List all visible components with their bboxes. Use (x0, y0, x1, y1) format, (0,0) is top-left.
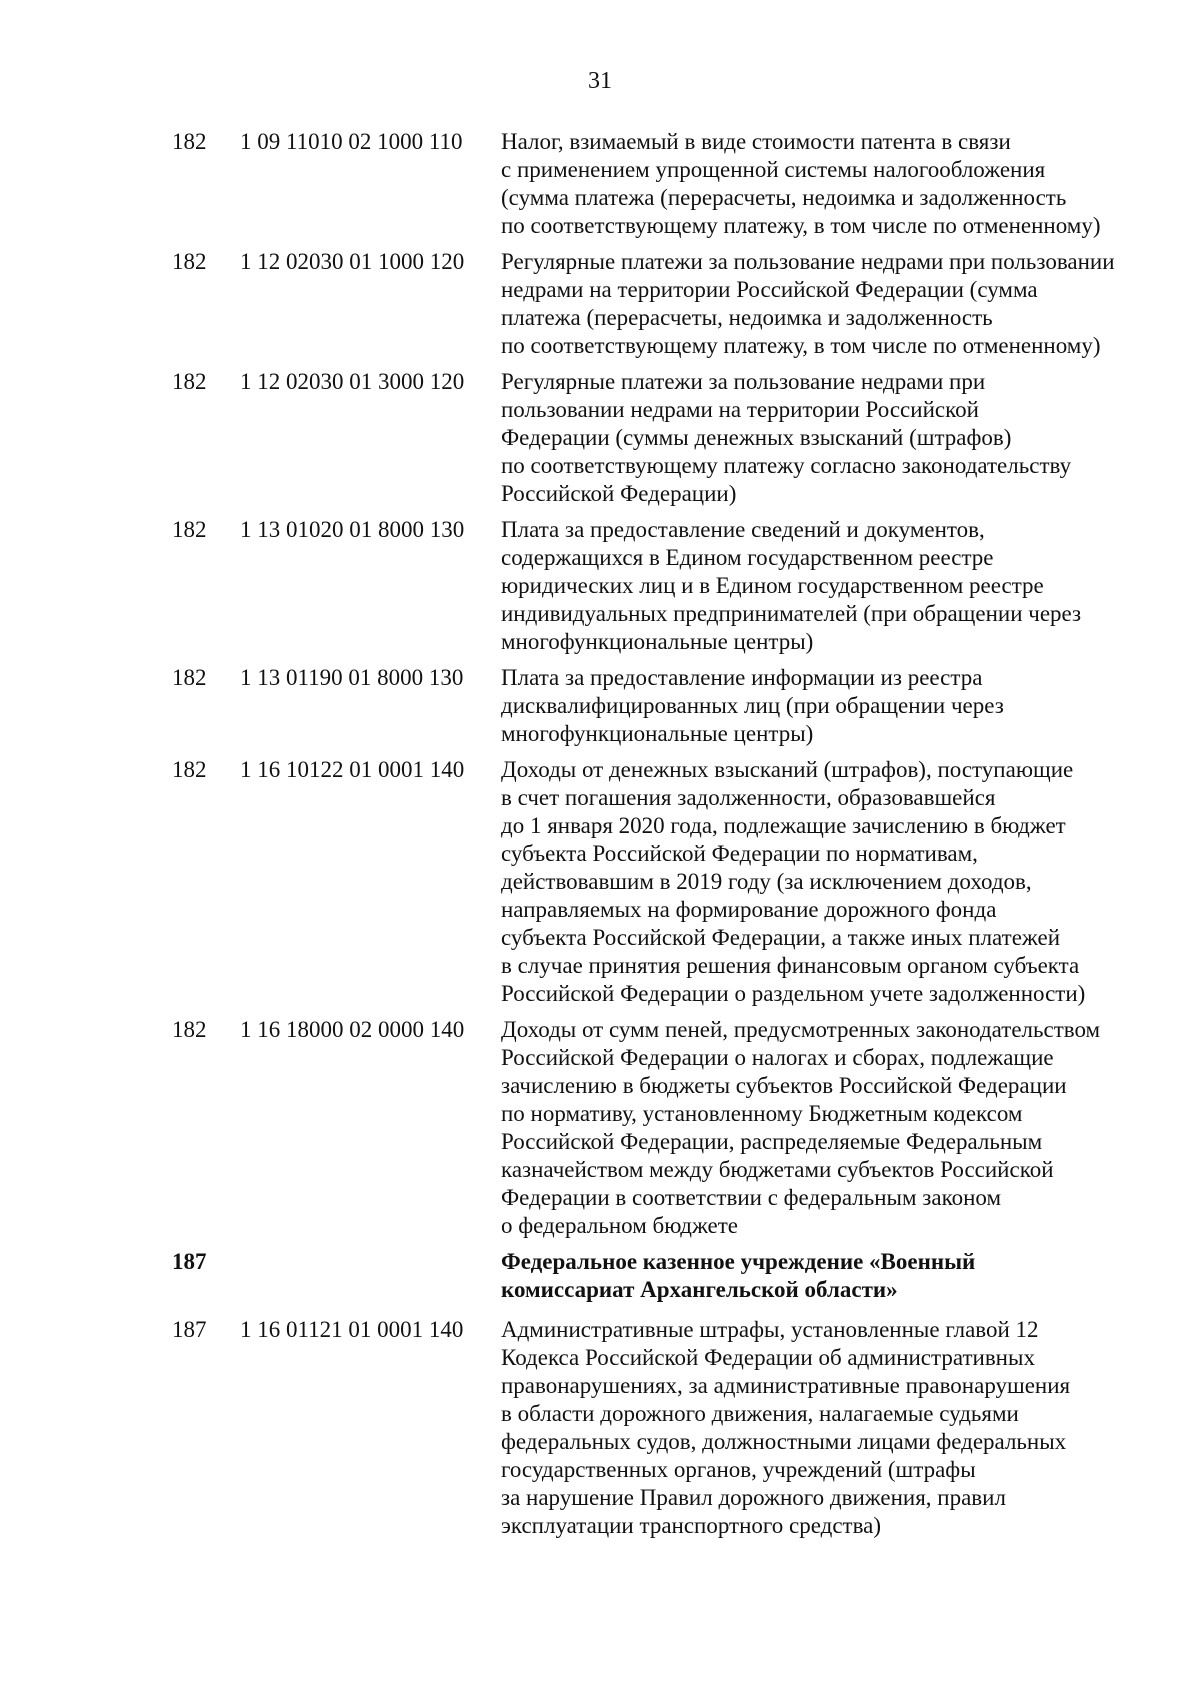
description-line: платежа (перерасчеты, недоимка и задолженность (501, 305, 993, 330)
description-line: содержащихся в Едином государственном реестре (501, 545, 994, 570)
description (501, 756, 1171, 1008)
description (501, 1316, 1171, 1540)
table-header-row (0, 1248, 1200, 1304)
admin-code: 187 (172, 1317, 207, 1342)
description (501, 128, 1171, 240)
table-row (0, 756, 1200, 1008)
table-row (0, 1016, 1200, 1240)
description-line: с применением упрощенной системы налогообложения (501, 157, 1046, 182)
description-line: многофункциональные центры) (501, 629, 814, 654)
table-row (0, 1316, 1200, 1540)
description-line: по соответствующему платежу, в том числе по отмененному) (501, 213, 1101, 238)
admin-code: 182 (172, 369, 207, 394)
description (501, 1248, 1171, 1304)
description-line: Российской Федерации, распределяемые Федеральным (501, 1129, 1043, 1154)
description-line: Федерации (суммы денежных взысканий (штрафов) (501, 425, 1012, 450)
description-line: федеральных судов, должностными лицами федеральных (501, 1429, 1067, 1454)
description-line: в счет погашения задолженности, образовавшейся (501, 785, 996, 810)
description-line: по соответствующему платежу согласно законодательству (501, 453, 1072, 478)
page-number: 31 (588, 68, 612, 94)
description (501, 516, 1171, 656)
description-line: Регулярные платежи за пользование недрами при (501, 369, 986, 394)
description-line: Доходы от сумм пеней, предусмотренных законодательством (501, 1017, 1101, 1042)
classification-code: 1 13 01190 01 8000 130 (240, 665, 464, 690)
description (501, 248, 1171, 360)
table-row (0, 368, 1200, 508)
description-line: Регулярные платежи за пользование недрами при пользовании (501, 249, 1115, 274)
classification-code: 1 13 01020 01 8000 130 (240, 517, 465, 542)
description (501, 1016, 1171, 1240)
classification-code: 1 16 18000 02 0000 140 (240, 1017, 465, 1042)
description-line: пользовании недрами на территории Российской (501, 397, 979, 422)
description-line: Налог, взимаемый в виде стоимости патента в связи (501, 129, 1011, 154)
description-line: правонарушениях, за административные правонарушения (501, 1373, 1071, 1398)
description-line: за нарушение Правил дорожного движения, правил (501, 1485, 1006, 1510)
description-line: многофункциональные центры) (501, 721, 814, 746)
description-line: дисквалифицированных лиц (при обращении через (501, 693, 1004, 718)
table-row (0, 248, 1200, 360)
description-line: зачислению в бюджеты субъектов Российской Федерации (501, 1073, 1067, 1098)
table-row (0, 664, 1200, 748)
table-row (0, 516, 1200, 656)
admin-code: 182 (172, 249, 207, 274)
description-line: юридических лиц и в Едином государственном реестре (501, 573, 1044, 598)
admin-code: 187 (172, 1249, 207, 1274)
description-line: Федеральное казенное учреждение «Военный (501, 1249, 976, 1274)
description-line: Российской Федерации) (501, 481, 737, 506)
description-line: о федеральном бюджете (501, 1213, 738, 1238)
description-line: эксплуатации транспортного средства) (501, 1513, 882, 1538)
classification-code: 1 12 02030 01 3000 120 (240, 369, 465, 394)
classification-code: 1 16 01121 01 0001 140 (240, 1317, 464, 1342)
admin-code: 182 (172, 517, 207, 542)
description-line: Административные штрафы, установленные главой 12 (501, 1317, 1039, 1342)
admin-code: 182 (172, 129, 207, 154)
description-line: субъекта Российской Федерации, а также иных платежей (501, 925, 1061, 950)
description-line: государственных органов, учреждений (штрафы (501, 1457, 976, 1482)
description-line: Плата за предоставление сведений и документов, (501, 517, 985, 542)
description-line: направляемых на формирование дорожного фонда (501, 897, 997, 922)
admin-code: 182 (172, 665, 207, 690)
description-line: комиссариат Архангельской области» (501, 1277, 898, 1302)
description-line: недрами на территории Российской Федерации (сумма (501, 277, 1038, 302)
description-line: Федерации в соответствии с федеральным законом (501, 1185, 1002, 1210)
classification-code: 1 16 10122 01 0001 140 (240, 757, 465, 782)
classification-table (0, 128, 1200, 1540)
description-line: по нормативу, установленному Бюджетным кодексом (501, 1101, 1023, 1126)
description-line: в области дорожного движения, налагаемые судьями (501, 1401, 1019, 1426)
classification-code: 1 12 02030 01 1000 120 (240, 249, 465, 274)
description-line: Российской Федерации о налогах и сборах, подлежащие (501, 1045, 1054, 1070)
description-line: Доходы от денежных взысканий (штрафов), поступающие (501, 757, 1074, 782)
description-line: Плата за предоставление информации из реестра (501, 665, 983, 690)
description-line: индивидуальных предпринимателей (при обращении через (501, 601, 1082, 626)
admin-code: 182 (172, 1017, 207, 1042)
description-line: Кодекса Российской Федерации об административных (501, 1345, 1035, 1370)
description-line: до 1 января 2020 года, подлежащие зачислению в бюджет (501, 813, 1066, 838)
description-line: Российской Федерации о раздельном учете задолженности) (501, 981, 1086, 1006)
description (501, 664, 1171, 748)
description-line: в случае принятия решения финансовым органом субъекта (501, 953, 1080, 978)
description (501, 368, 1171, 508)
table-row (0, 128, 1200, 240)
classification-code: 1 09 11010 02 1000 110 (240, 129, 463, 154)
description-line: по соответствующему платежу, в том числе по отмененному) (501, 333, 1101, 358)
description-line: субъекта Российской Федерации по нормативам, (501, 841, 978, 866)
description-line: казначейством между бюджетами субъектов Российской (501, 1157, 1054, 1182)
admin-code: 182 (172, 757, 207, 782)
description-line: (сумма платежа (перерасчеты, недоимка и задолженность (501, 185, 1067, 210)
description-line: действовавшим в 2019 году (за исключением доходов, (501, 869, 1032, 894)
